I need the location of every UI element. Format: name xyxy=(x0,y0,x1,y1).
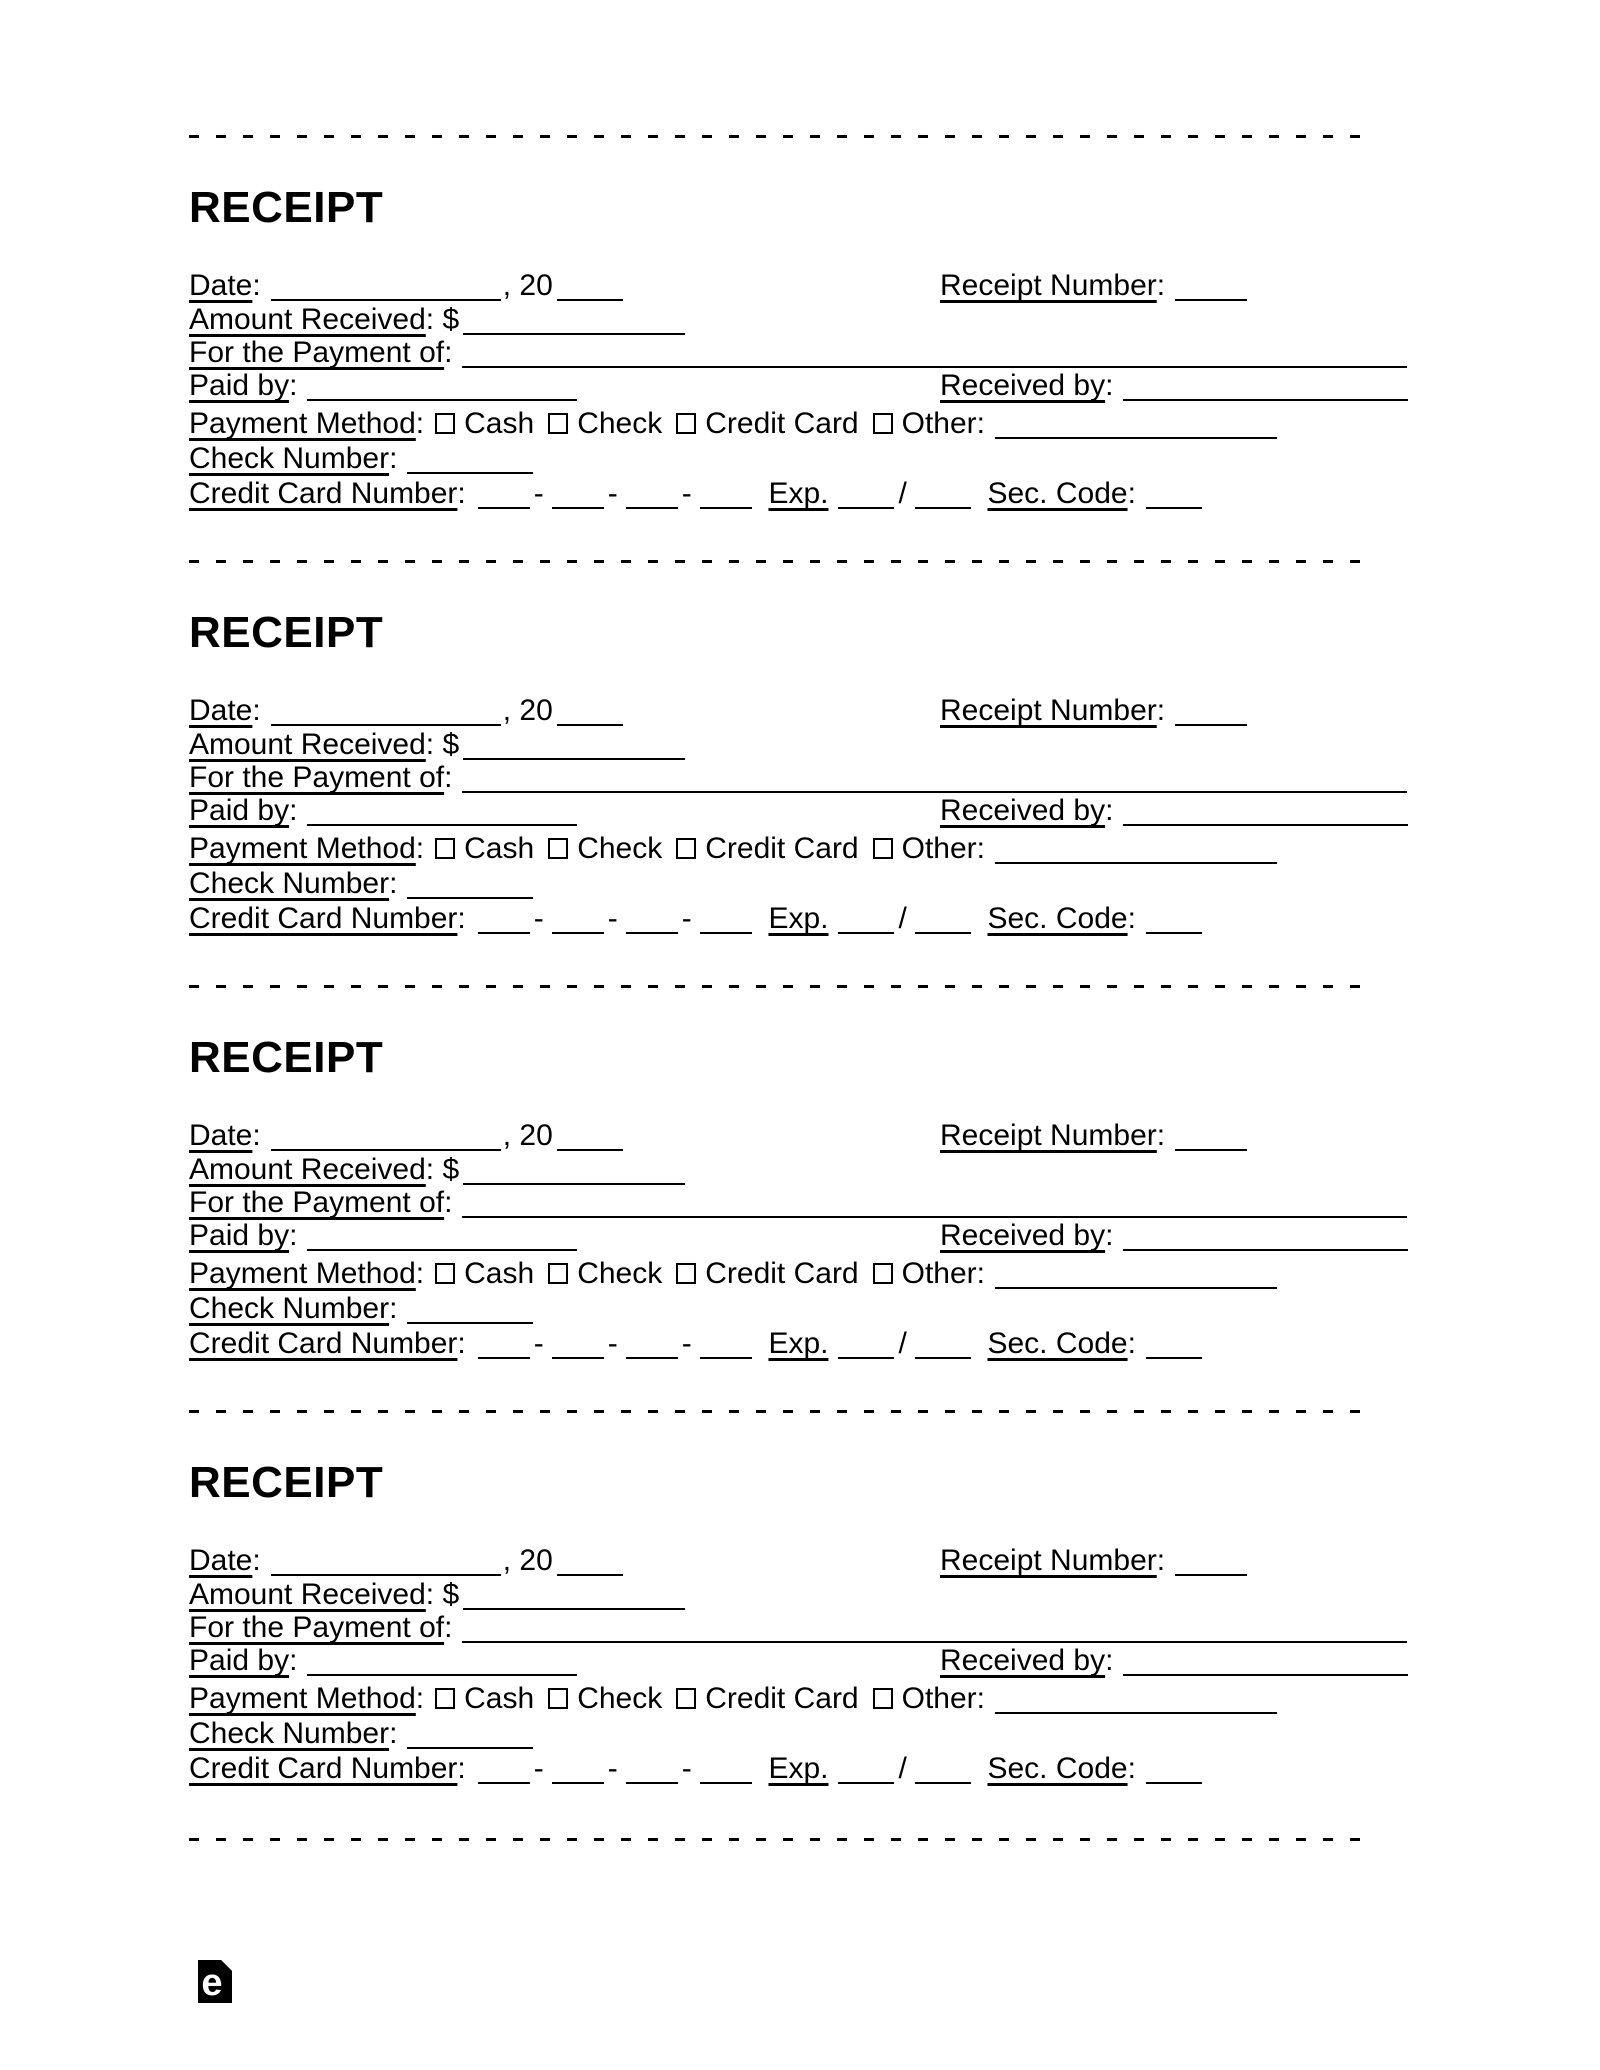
check-label: Check xyxy=(577,1257,663,1290)
amount-row xyxy=(189,1153,1408,1187)
colon: : xyxy=(289,1644,298,1677)
received-by-group xyxy=(940,369,1408,403)
payment-method-row xyxy=(189,1257,1408,1291)
check-number-blank[interactable] xyxy=(407,1723,533,1749)
credit-card-label: Credit Card xyxy=(705,407,859,440)
payment-of-label: For the Payment of xyxy=(189,1611,445,1644)
check-number-row xyxy=(189,1292,1408,1326)
colon: : xyxy=(976,832,985,865)
payment-method-label: Payment Method xyxy=(189,1682,416,1715)
check-number-blank[interactable] xyxy=(407,873,533,899)
colon: : xyxy=(415,832,425,865)
other-blank[interactable] xyxy=(995,838,1277,864)
credit-card-number-label: Credit Card Number xyxy=(189,477,458,510)
date-label: Date xyxy=(189,1544,253,1577)
colon: : xyxy=(1127,477,1136,510)
receipt-number-label: Receipt Number xyxy=(940,1119,1157,1152)
colon: : xyxy=(252,694,261,727)
card-digits-blank-4[interactable] xyxy=(700,1758,752,1784)
check-label: Check xyxy=(577,407,663,440)
year-blank[interactable] xyxy=(557,275,623,301)
check-label: Check xyxy=(577,832,663,865)
amount-blank[interactable] xyxy=(463,1159,685,1185)
check-label: Check xyxy=(577,1682,663,1715)
colon: : xyxy=(289,1219,298,1252)
payment-of-label: For the Payment of xyxy=(189,1186,445,1219)
card-digits-blank-3[interactable] xyxy=(626,483,678,509)
year-prefix: , 20 xyxy=(502,1544,553,1577)
amount-received-label: Amount Received xyxy=(189,1153,426,1186)
cash-label: Cash xyxy=(464,1257,535,1290)
receipt-title: RECEIPT xyxy=(189,1033,384,1082)
card-digits-blank-1[interactable] xyxy=(478,908,530,934)
colon: : xyxy=(415,1257,425,1290)
receipt-title: RECEIPT xyxy=(189,1458,384,1507)
card-hyphen: - xyxy=(607,477,618,510)
date-row xyxy=(189,694,1408,728)
card-digits-blank-1[interactable] xyxy=(478,483,530,509)
received-by-label: Received by xyxy=(940,1219,1106,1252)
payment-of-blank[interactable] xyxy=(462,767,1407,793)
received-by-group xyxy=(940,1644,1408,1678)
dashed-separator xyxy=(189,135,1374,138)
other-blank[interactable] xyxy=(995,1263,1277,1289)
card-hyphen: - xyxy=(533,477,544,510)
colon: : xyxy=(1127,902,1136,935)
cash-checkbox[interactable] xyxy=(435,413,455,434)
card-digits-blank-2[interactable] xyxy=(552,1333,604,1359)
exp-month-blank[interactable] xyxy=(838,1333,894,1359)
card-hyphen: - xyxy=(681,1327,692,1360)
year-blank[interactable] xyxy=(557,700,623,726)
sec-code-label: Sec. Code xyxy=(987,1752,1128,1785)
cash-label: Cash xyxy=(464,832,535,865)
dashed-separator xyxy=(189,560,1374,563)
exp-year-blank[interactable] xyxy=(915,908,971,934)
colon: : xyxy=(389,1292,398,1325)
exp-label: Exp. xyxy=(768,477,829,510)
receipt-number-group xyxy=(940,694,1247,728)
card-hyphen: - xyxy=(681,1752,692,1785)
other-label: Other xyxy=(901,832,977,865)
sec-code-blank[interactable] xyxy=(1146,483,1202,509)
card-digits-blank-1[interactable] xyxy=(478,1333,530,1359)
exp-slash: / xyxy=(898,477,907,510)
received-by-blank[interactable] xyxy=(1123,375,1408,401)
colon: : xyxy=(444,761,453,794)
received-by-blank[interactable] xyxy=(1123,800,1408,826)
exp-month-blank[interactable] xyxy=(838,1758,894,1784)
year-prefix: , 20 xyxy=(502,1119,553,1152)
dashed-separator xyxy=(189,1410,1374,1413)
other-label: Other xyxy=(901,1682,977,1715)
payment-of-row xyxy=(189,1186,1408,1220)
receipt-title: RECEIPT xyxy=(189,608,384,657)
colon: : xyxy=(389,1717,398,1750)
paid-by-row xyxy=(189,794,1408,828)
receipt-section xyxy=(189,985,1408,1410)
date-blank[interactable] xyxy=(271,1550,501,1576)
amount-received-label: Amount Received xyxy=(189,728,426,761)
colon: : xyxy=(444,1611,453,1644)
card-digits-blank-4[interactable] xyxy=(700,483,752,509)
receipt-number-group xyxy=(940,1119,1247,1153)
date-label: Date xyxy=(189,694,253,727)
eforms-logo xyxy=(198,1960,232,2003)
other-label: Other xyxy=(901,407,977,440)
card-digits-blank-2[interactable] xyxy=(552,1758,604,1784)
paid-by-row xyxy=(189,1219,1408,1253)
colon: : xyxy=(252,1544,261,1577)
payment-of-blank[interactable] xyxy=(462,1617,1407,1643)
payment-of-label: For the Payment of xyxy=(189,761,445,794)
date-blank[interactable] xyxy=(271,1125,501,1151)
card-hyphen: - xyxy=(681,902,692,935)
paid-by-blank[interactable] xyxy=(307,800,577,826)
payment-of-row xyxy=(189,761,1408,795)
credit-card-checkbox[interactable] xyxy=(676,1688,696,1709)
colon: : xyxy=(252,269,261,302)
card-digits-blank-2[interactable] xyxy=(552,483,604,509)
sec-code-blank[interactable] xyxy=(1146,908,1202,934)
colon: : xyxy=(289,794,298,827)
receipt-number-blank[interactable] xyxy=(1175,275,1247,301)
other-blank[interactable] xyxy=(995,1688,1277,1714)
amount-row xyxy=(189,728,1408,762)
date-label: Date xyxy=(189,1119,253,1152)
exp-slash: / xyxy=(898,1752,907,1785)
paid-by-blank[interactable] xyxy=(307,1225,577,1251)
amount-blank[interactable] xyxy=(463,734,685,760)
card-hyphen: - xyxy=(681,477,692,510)
check-number-label: Check Number xyxy=(189,442,390,475)
logo-letter: e xyxy=(201,1962,223,2004)
receipt-number-blank[interactable] xyxy=(1175,700,1247,726)
paid-by-label: Paid by xyxy=(189,369,290,402)
year-prefix: , 20 xyxy=(502,694,553,727)
credit-card-row xyxy=(189,1327,1408,1361)
currency-prefix: $ xyxy=(442,1153,460,1186)
colon: : xyxy=(425,303,435,336)
other-checkbox[interactable] xyxy=(873,413,893,434)
paid-by-row xyxy=(189,369,1408,403)
colon: : xyxy=(415,407,425,440)
amount-received-label: Amount Received xyxy=(189,1578,426,1611)
card-hyphen: - xyxy=(533,1327,544,1360)
payment-method-row xyxy=(189,832,1408,866)
sec-code-label: Sec. Code xyxy=(987,477,1128,510)
exp-year-blank[interactable] xyxy=(915,1333,971,1359)
paid-by-blank[interactable] xyxy=(307,375,577,401)
colon: : xyxy=(425,728,435,761)
paid-by-row xyxy=(189,1644,1408,1678)
amount-row xyxy=(189,1578,1408,1612)
check-number-row xyxy=(189,442,1408,476)
cash-checkbox[interactable] xyxy=(435,1688,455,1709)
received-by-blank[interactable] xyxy=(1123,1225,1408,1251)
payment-of-row xyxy=(189,1611,1408,1645)
receipt-number-blank[interactable] xyxy=(1175,1125,1247,1151)
exp-month-blank[interactable] xyxy=(838,483,894,509)
exp-month-blank[interactable] xyxy=(838,908,894,934)
colon: : xyxy=(415,1682,425,1715)
other-checkbox[interactable] xyxy=(873,838,893,859)
colon: : xyxy=(1105,794,1114,827)
date-blank[interactable] xyxy=(271,700,501,726)
payment-method-row xyxy=(189,407,1408,441)
received-by-label: Received by xyxy=(940,369,1106,402)
receipt-number-group xyxy=(940,1544,1247,1578)
card-digits-blank-1[interactable] xyxy=(478,1758,530,1784)
other-blank[interactable] xyxy=(995,413,1277,439)
colon: : xyxy=(1156,694,1166,727)
year-prefix: , 20 xyxy=(502,269,553,302)
payment-of-row xyxy=(189,336,1408,370)
date-row xyxy=(189,1119,1408,1153)
amount-row xyxy=(189,303,1408,337)
card-digits-blank-4[interactable] xyxy=(700,1333,752,1359)
check-number-label: Check Number xyxy=(189,1292,390,1325)
colon: : xyxy=(1105,1644,1114,1677)
colon: : xyxy=(976,407,985,440)
card-hyphen: - xyxy=(533,902,544,935)
receipt-title: RECEIPT xyxy=(189,183,384,232)
colon: : xyxy=(457,1327,466,1360)
exp-label: Exp. xyxy=(768,1752,829,1785)
colon: : xyxy=(1156,269,1166,302)
currency-prefix: $ xyxy=(442,728,460,761)
colon: : xyxy=(289,369,298,402)
colon: : xyxy=(1105,369,1114,402)
credit-card-row xyxy=(189,1752,1408,1786)
exp-label: Exp. xyxy=(768,1327,829,1360)
credit-card-row xyxy=(189,902,1408,936)
credit-card-checkbox[interactable] xyxy=(676,1263,696,1284)
colon: : xyxy=(389,867,398,900)
receipt-number-label: Receipt Number xyxy=(940,694,1157,727)
colon: : xyxy=(425,1578,435,1611)
card-hyphen: - xyxy=(607,1327,618,1360)
received-by-group xyxy=(940,794,1408,828)
colon: : xyxy=(425,1153,435,1186)
card-digits-blank-2[interactable] xyxy=(552,908,604,934)
amount-blank[interactable] xyxy=(463,1584,685,1610)
credit-card-number-label: Credit Card Number xyxy=(189,1752,458,1785)
check-number-label: Check Number xyxy=(189,867,390,900)
check-checkbox[interactable] xyxy=(548,1688,568,1709)
colon: : xyxy=(1156,1119,1166,1152)
colon: : xyxy=(1127,1752,1136,1785)
colon: : xyxy=(976,1682,985,1715)
currency-prefix: $ xyxy=(442,303,460,336)
receipt-section xyxy=(189,1410,1408,1835)
currency-prefix: $ xyxy=(442,1578,460,1611)
colon: : xyxy=(1105,1219,1114,1252)
cash-checkbox[interactable] xyxy=(435,1263,455,1284)
colon: : xyxy=(976,1257,985,1290)
received-by-group xyxy=(940,1219,1408,1253)
check-number-label: Check Number xyxy=(189,1717,390,1750)
colon: : xyxy=(252,1119,261,1152)
credit-card-label: Credit Card xyxy=(705,1682,859,1715)
receipt-number-group xyxy=(940,269,1247,303)
colon: : xyxy=(1156,1544,1166,1577)
exp-slash: / xyxy=(898,1327,907,1360)
credit-card-row xyxy=(189,477,1408,511)
year-blank[interactable] xyxy=(557,1550,623,1576)
payment-of-blank[interactable] xyxy=(462,1192,1407,1218)
check-number-row xyxy=(189,867,1408,901)
payment-method-label: Payment Method xyxy=(189,832,416,865)
colon: : xyxy=(1127,1327,1136,1360)
received-by-label: Received by xyxy=(940,1644,1106,1677)
exp-slash: / xyxy=(898,902,907,935)
check-number-blank[interactable] xyxy=(407,448,533,474)
credit-card-label: Credit Card xyxy=(705,832,859,865)
card-digits-blank-3[interactable] xyxy=(626,908,678,934)
card-hyphen: - xyxy=(607,1752,618,1785)
exp-year-blank[interactable] xyxy=(915,1758,971,1784)
other-checkbox[interactable] xyxy=(873,1263,893,1284)
year-blank[interactable] xyxy=(557,1125,623,1151)
dashed-separator xyxy=(189,1838,1374,1841)
check-number-row xyxy=(189,1717,1408,1751)
payment-method-label: Payment Method xyxy=(189,407,416,440)
date-row xyxy=(189,269,1408,303)
paid-by-label: Paid by xyxy=(189,1644,290,1677)
receipt-number-blank[interactable] xyxy=(1175,1550,1247,1576)
cash-label: Cash xyxy=(464,407,535,440)
paid-by-label: Paid by xyxy=(189,794,290,827)
card-hyphen: - xyxy=(533,1752,544,1785)
sec-code-blank[interactable] xyxy=(1146,1758,1202,1784)
credit-card-number-label: Credit Card Number xyxy=(189,902,458,935)
cash-checkbox[interactable] xyxy=(435,838,455,859)
sec-code-blank[interactable] xyxy=(1146,1333,1202,1359)
card-digits-blank-3[interactable] xyxy=(626,1333,678,1359)
colon: : xyxy=(444,336,453,369)
credit-card-label: Credit Card xyxy=(705,1257,859,1290)
paid-by-label: Paid by xyxy=(189,1219,290,1252)
colon: : xyxy=(457,1752,466,1785)
payment-method-label: Payment Method xyxy=(189,1257,416,1290)
colon: : xyxy=(444,1186,453,1219)
exp-year-blank[interactable] xyxy=(915,483,971,509)
receipt-section xyxy=(189,135,1408,560)
card-digits-blank-4[interactable] xyxy=(700,908,752,934)
sec-code-label: Sec. Code xyxy=(987,902,1128,935)
dashed-separator xyxy=(189,985,1374,988)
credit-card-checkbox[interactable] xyxy=(676,838,696,859)
sec-code-label: Sec. Code xyxy=(987,1327,1128,1360)
payment-of-blank[interactable] xyxy=(462,342,1407,368)
payment-method-row xyxy=(189,1682,1408,1716)
payment-of-label: For the Payment of xyxy=(189,336,445,369)
colon: : xyxy=(457,902,466,935)
check-checkbox[interactable] xyxy=(548,1263,568,1284)
date-row xyxy=(189,1544,1408,1578)
colon: : xyxy=(389,442,398,475)
received-by-label: Received by xyxy=(940,794,1106,827)
paid-by-blank[interactable] xyxy=(307,1650,577,1676)
exp-label: Exp. xyxy=(768,902,829,935)
card-digits-blank-3[interactable] xyxy=(626,1758,678,1784)
date-blank[interactable] xyxy=(271,275,501,301)
date-label: Date xyxy=(189,269,253,302)
receipt-section xyxy=(189,560,1408,985)
card-hyphen: - xyxy=(607,902,618,935)
check-checkbox[interactable] xyxy=(548,838,568,859)
receipt-number-label: Receipt Number xyxy=(940,1544,1157,1577)
amount-blank[interactable] xyxy=(463,309,685,335)
credit-card-checkbox[interactable] xyxy=(676,413,696,434)
amount-received-label: Amount Received xyxy=(189,303,426,336)
other-label: Other xyxy=(901,1257,977,1290)
credit-card-number-label: Credit Card Number xyxy=(189,1327,458,1360)
other-checkbox[interactable] xyxy=(873,1688,893,1709)
cash-label: Cash xyxy=(464,1682,535,1715)
colon: : xyxy=(457,477,466,510)
received-by-blank[interactable] xyxy=(1123,1650,1408,1676)
receipt-number-label: Receipt Number xyxy=(940,269,1157,302)
check-number-blank[interactable] xyxy=(407,1298,533,1324)
check-checkbox[interactable] xyxy=(548,413,568,434)
